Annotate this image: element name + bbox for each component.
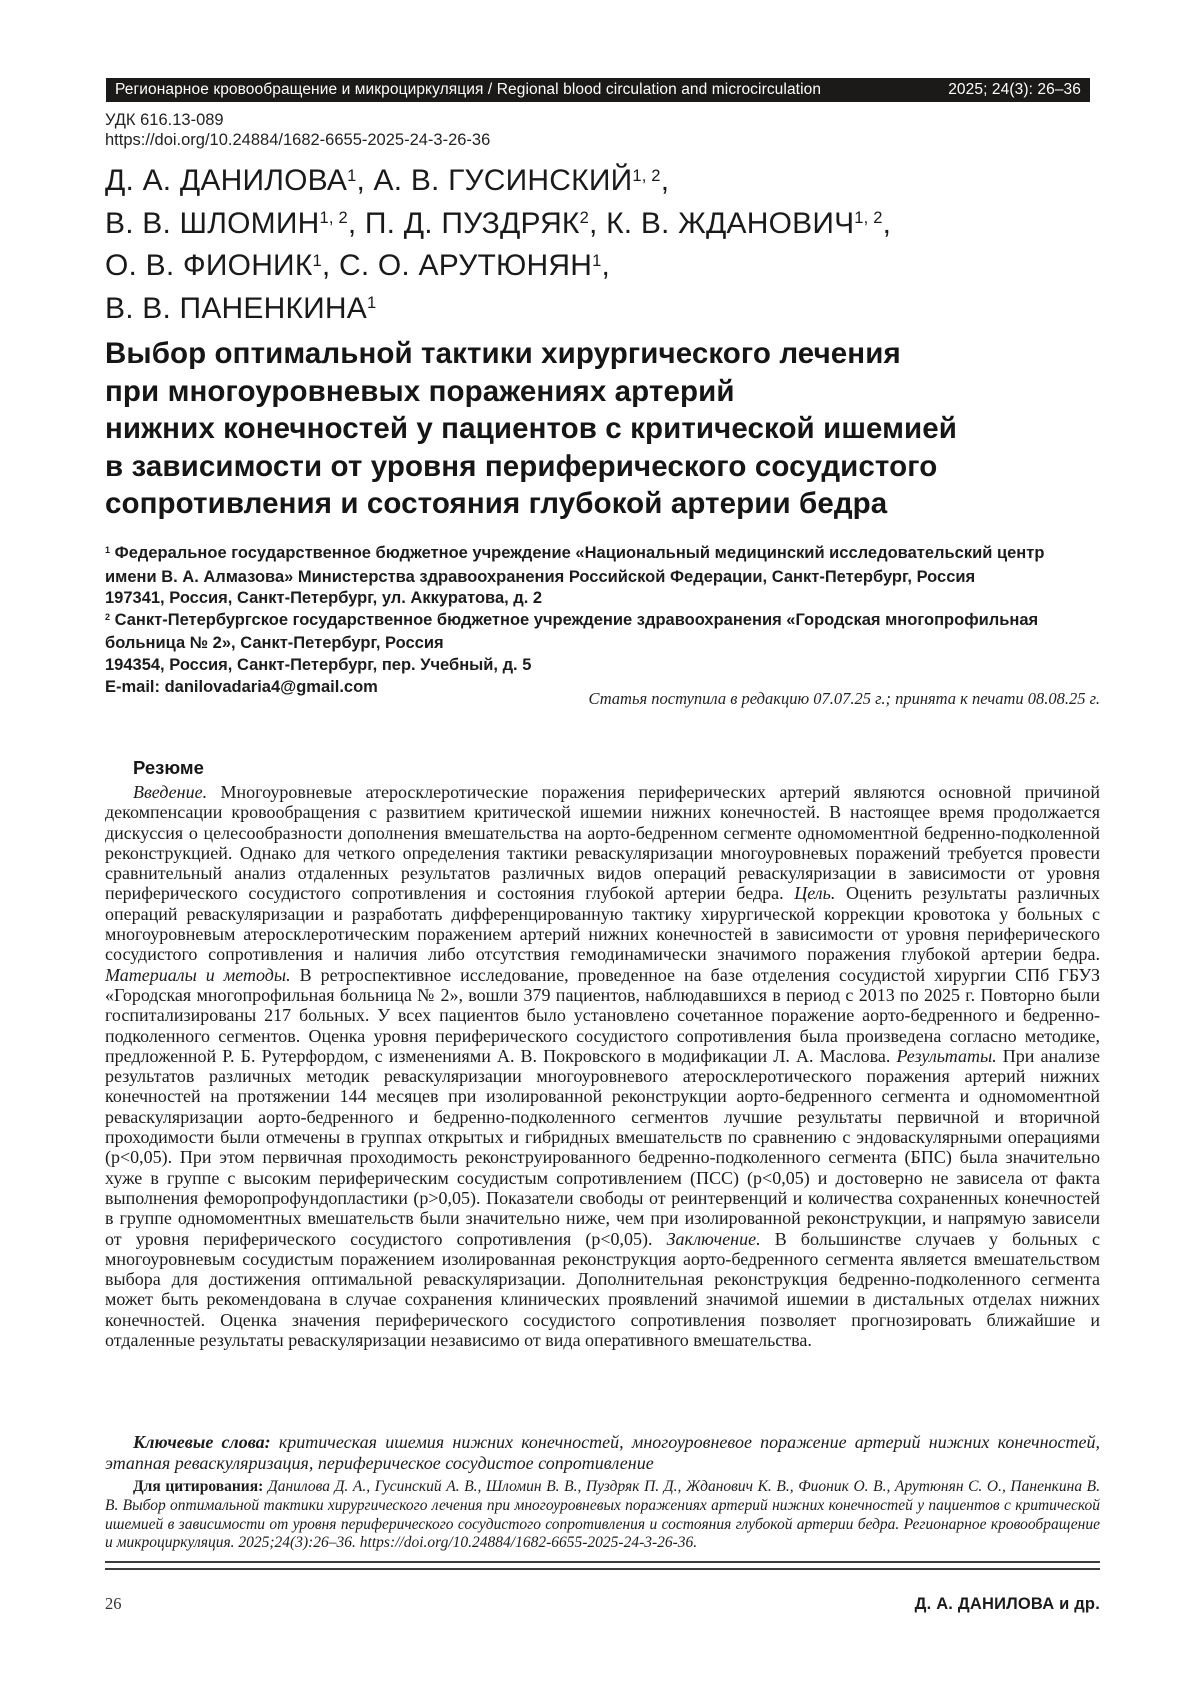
- article-title: [105, 335, 957, 523]
- title-line: нижних конечностей у пациентов с критической ишемией: [105, 412, 958, 445]
- authors-block: [105, 162, 891, 332]
- title-line: при многоуровневых поражениях артерий: [105, 374, 735, 408]
- citation-paragraph: Для цитирования: Данилова Д. А., Гусинский А. В., Шломин В. В., Пуздряк П. Д., Жданович К. В., Фионик О. В., Арутюнян С. О., Паненкина В. В. Выбор оптимальной тактики хирургического лечения при многоуровневых поражениях артерий нижних конечностей у пациентов с критической ишемией в зависимости от уровня периферического сосудистого сопротивления и состояния глубокой артерии бедра. Регионарное кровообращение и микроциркуляция. 2025;24(3):26–36. https://doi.org/10.24884/1682-6655-2025-24-3-26-36.: [105, 1478, 1101, 1552]
- affiliation-line: 194354, Россия, Санкт-Петербург, пер. Учебный, д. 5: [105, 655, 532, 674]
- title-line: Выбор оптимальной тактики хирургического лечения: [105, 337, 901, 370]
- affiliation-line: имени В. А. Алмазова» Министерства здравоохранения Российской Федерации, Санкт-Петербург, Россия: [105, 567, 976, 586]
- abstract-text: Введение. Многоуровневые атеросклеротические поражения периферических артерий являются основной причиной декомпенсации кровообращения с развитием критической ишемии нижних конечностей. В настоящее время продолжается дискуссия о целесообразности дополнения вмешательства на аорто-бедренном сегменте одномоментной бедренно-подколенной реконструкцией. Однако для четкого определения тактики реваскуляризации многоуровневых поражений требуется провести сравнительный анализ отдаленных результатов различных видов операций реваскуляризации в зависимости от уровня периферического сосудистого сопротивления и состояния глубокой артерии бедра. Цель. Оценить результаты различных операций реваскуляризации и разработать дифференцированную тактику хирургической коррекции кровотока у больных с многоуровневым атеросклеротическим поражением артерий нижних конечностей в зависимости от уровня периферического сосудистого сопротивления и наличия либо отсутствия гемодинамически значимого поражения глубокой артерии бедра. Материалы и методы. В ретроспективное исследование, проведенное на базе отделения сосудистой хирургии СПб ГБУЗ «Городская многопрофильная больница № 2», вошли 379 пациентов, наблюдавшихся в период с 2013 по 2025 г. Повторно были госпитализированы 217 больных. У всех пациентов было установлено сочетанное поражение аорто-бедренного и бедренно-подколенного сегментов. Оценка уровня периферического сосудистого сопротивления была произведена согласно методике, предложенной Р. Б. Рутерфордом, с изменениями А. В. Покровского в модификации Л. А. Маслова. Результаты. При анализе результатов различных методик реваскуляризации многоуровневого атеросклеротического поражения артерий нижних конечностей на протяжении 144 месяцев при изолированной реконструкции аорто-бедренного сегмента и одномоментной реваскуляризации аорто-бедренного и бедренно-подколенного сегментов лучшие результаты первичной и вторичной проходимости были отмечены в группах открытых и гибридных вмешательств по сравнению с эндоваскулярными операциями (p<0,05). При этом первичная проходимость реконструированного бедренно-подколенного сегмента (БПС) была значительно хуже в группе с высоким периферическим сосудистым сопротивлением (ПСС) (p<0,05) и достоверно не зависела от факта выполнения феморопрофундопластики (p>0,05). Показатели свободы от реинтервенций и количества сохраненных конечностей в группе одномоментных вмешательств были значительно ниже, чем при изолированной реконструкции, и напрямую зависели от уровня периферического сосудистого сопротивления (p<0,05). Заключение. В большинстве случаев у больных с многоуровневым сосудистым поражением изолированная реконструкция аорто-бедренного сегмента является вмешательством выбора для достижения оптимальной реваскуляризации. Дополнительная реконструкция бедренно-подколенного сегмента может быть рекомендована в случае сохранения клинических проявлений значимой ишемии в дистальных отделах нижних конечностей. Оценка значения периферического сосудистого сопротивления позволяет прогнозировать ближайшие и отдаленные результаты реваскуляризации независимо от вида оперативного вмешательства.: [105, 782, 1101, 1351]
- email-line[interactable]: E-mail: danilovadaria4@gmail.com: [105, 677, 378, 696]
- page-number: 26: [105, 1594, 122, 1613]
- authors-line: О. В. ФИОНИК$^1$, С. О. АРУТЮНЯН$^1$,: [105, 249, 611, 282]
- keywords-paragraph: Ключевые слова: критическая ишемия нижних конечностей, многоуровневое поражение артерий нижних конечностей, этапная реваскуляризация, периферическое сосудистое сопротивление: [105, 1432, 1100, 1473]
- title-line: в зависимости от уровня периферического сосудистого: [105, 449, 938, 483]
- footer-divider-rule: [105, 1561, 1100, 1570]
- page-footer: [105, 1594, 1100, 1614]
- header-bar: [106, 78, 1090, 102]
- affiliation-line: $^1$ Федеральное государственное бюджетное учреждение «Национальный медицинский исследовательский центр: [105, 544, 1045, 562]
- running-head: Д. А. ДАНИЛОВА и др.: [914, 1595, 1100, 1613]
- authors-line: В. В. ПАНЕНКИНА$^1$: [105, 291, 377, 325]
- issue-info: 2025; 24(3): 26–36: [948, 81, 1081, 98]
- received-note: Статья поступила в редакцию 07.07.25 г.; принята к печати 08.08.25 г.: [588, 689, 1100, 708]
- affiliation-line: больница № 2», Санкт-Петербург, Россия: [105, 634, 444, 653]
- doi-link[interactable]: https://doi.org/10.24884/1682-6655-2025-24-3-26-36: [105, 130, 491, 149]
- article-meta: [105, 111, 490, 150]
- affiliations-block: [105, 543, 1044, 698]
- udk-code: УДК 616.13-089: [105, 111, 224, 129]
- authors-line: В. В. ШЛОМИН$^{1, 2}$, П. Д. ПУЗДРЯК$^2$, К. В. ЖДАНОВИЧ$^{1, 2}$,: [105, 206, 892, 240]
- title-line: сопротивления и состояния глубокой артерии бедра: [105, 487, 888, 520]
- affiliation-line: 197341, Россия, Санкт-Петербург, ул. Аккуратова, д. 2: [105, 589, 543, 608]
- affiliation-line: $^2$ Санкт-Петербургское государственное бюджетное учреждение здравоохранения «Городская многопрофильная: [105, 610, 1039, 629]
- abstract-heading: Резюме: [133, 757, 204, 778]
- authors-line: Д. А. ДАНИЛОВА$^1$, А. В. ГУСИНСКИЙ$^{1, 2}$,: [105, 164, 670, 197]
- journal-title: Регионарное кровообращение и микроциркуляция / Regional blood circulation and microcirculation: [115, 81, 822, 98]
